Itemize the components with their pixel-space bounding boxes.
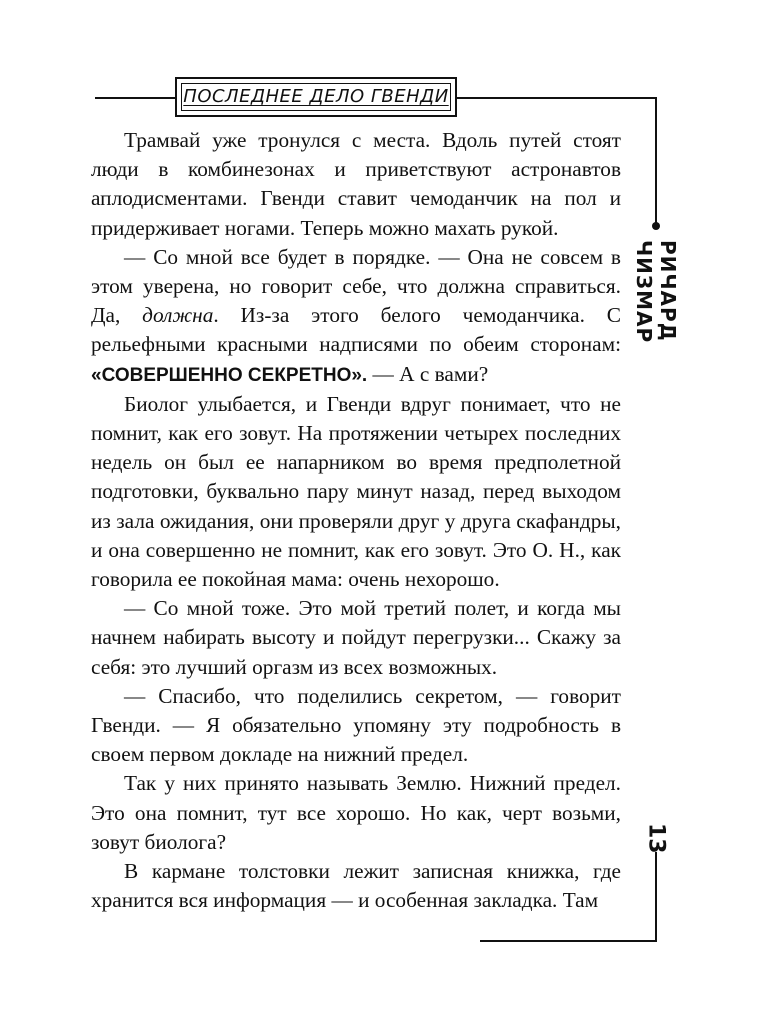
emphasis-text: должна	[142, 303, 214, 328]
paragraph-text: — А с вами?	[367, 361, 489, 386]
running-header	[175, 77, 457, 117]
paragraph: — Спасибо, что поделились секретом, — говорит Гвенди. — Я обязательно упомяну эту подробность в своем первом докладе на нижний предел.	[91, 683, 621, 767]
header-title: ПОСЛЕДНЕЕ ДЕЛО ГВЕНДИ	[183, 86, 449, 107]
page-number	[638, 820, 674, 856]
bold-label-text: «СОВЕРШЕННО СЕКРЕТНО».	[91, 364, 368, 386]
side-rule-bottom	[655, 852, 657, 942]
side-dot-ornament	[652, 222, 660, 230]
paragraph-text: . Из-за этого белого чемоданчика. С рельефными красными надписями по обеим сторонам:	[91, 303, 621, 357]
header-rule-left	[95, 97, 175, 99]
paragraph: Так у них принято называть Землю. Нижний предел. Это она помнит, тут все хорошо. Но как, черт возьми, зовут биолога?	[91, 771, 621, 854]
footer-rule	[480, 940, 657, 942]
page-number-text: 13	[643, 822, 669, 854]
side-author-label	[631, 240, 681, 390]
author-name: РИЧАРД ЧИЗМАР	[632, 240, 680, 344]
side-rule-top	[655, 97, 657, 225]
paragraph: В кармане толстовки лежит записная книжка, где хранится вся информация — и особенная закладка. Там	[91, 859, 621, 913]
paragraph	[91, 243, 621, 390]
header-rule-right	[457, 97, 656, 99]
paragraph: Биолог улыбается, и Гвенди вдруг понимает, что не помнит, как его зовут. На протяжении четырех последних недель он был ее напарником во время предполетной подготовки, буквально пару минут назад, перед выходом из зала ожидания, они проверяли друг у друга скафандры, и она совершенно не помнит, как его зовут. Это О. Н., как говорила ее покойная мама: очень нехорошо.	[91, 391, 621, 592]
paragraph: Трамвай уже тронулся с места. Вдоль путей стоят люди в комбинезонах и приветствуют астронавтов аплодисментами. Гвенди ставит чемоданчик на пол и придерживает ногами. Теперь можно махать рукой.	[91, 128, 621, 240]
body-text	[91, 126, 621, 915]
paragraph-text: — Со мной все будет в порядке. — Она не совсем в этом уверена, но говорит себе, что должна справиться. Да,	[91, 244, 621, 328]
paragraph: — Со мной тоже. Это мой третий полет, и когда мы начнем набирать высоту и пойдут перегрузки... Скажу за себя: это лучший оргазм из всех возможных.	[91, 596, 621, 679]
